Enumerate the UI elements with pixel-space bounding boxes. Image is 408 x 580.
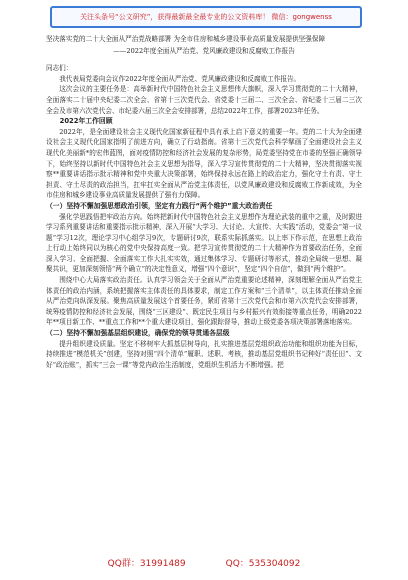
document-subtitle: ——2022年度全面从严治党、党风廉政建设和反腐败工作报告	[113, 46, 295, 55]
footer-contacts	[0, 556, 408, 572]
footer-qq: QQ：535304092	[225, 559, 301, 569]
section-heading-review: 2022年工作回顾	[59, 117, 113, 126]
paragraph-intro: 我代表局党委向会议作2022年度全面从严治党、党风廉政建设和反腐败工作报告。	[59, 74, 301, 83]
document-title: 坚决落实党的二十大全面从严治党战略部署 为全市住房和城乡建设事业高质量发展提供坚强保障	[46, 35, 326, 43]
paragraph-review: 2022年，是全面建设社会主义现代化国家新征程中具有承上启下意义的重要一年。党的二十大为全面建设社会主义现代化国家指明了前进方向，确立了行动指南。省第十三次党代会科学擘画了全面建设社会主义现代化美丽新*的宏伟蓝图，面对疫情防控和经济社会发展的复杂形势，局党委坚持党在市委的坚强正确领导下，始终坚持以新时代中国特色社会主义思想为指导，深入学习宣传贯彻党的二十大精神，坚决贯彻落实视察**重要讲话指示批示精神和党中央重大决策部署，始终保持永远在路上的政治定力，强化守土有责、守土担责、守土尽责的政治担当，扛牢扛实全面从严治党主体责任，以党风廉政建设和反腐败工作新成效，为全市住房和城乡建设事业高质量发展提供了强有力保障。	[46, 127, 362, 200]
promo-banner	[50, 6, 362, 28]
footer-qq-group: QQ群：31991489	[107, 559, 186, 569]
paragraph-tasks: 这次会议的主要任务是：高举新时代中国特色社会主义思想伟大旗帜，深入学习贯彻党的二十大精神，全面落实二十届中央纪委二次全会、省第十三次党代会、省党委十三届二、三次全会、省纪委十三届二三次全会及市第六次党代会、市纪委六届三次全会安排部署，总结2022年工作，部署2023年任务。	[46, 85, 362, 115]
section-heading-2: （二）坚持不懈加强基层组织建设，确保党的领导贯通各层级	[46, 329, 230, 338]
paragraph-political-direction: 强化学思践悟把牢政治方向。始终把新时代中国特色社会主义思想作为理论武装的重中之重，及时跟进学习系列重要讲话和重要指示批示精神，深入开展“大学习、大讨论、大宣传、大实践”活动，党委会“第一议题”学习12次，理论学习中心组学习9次，专题研讨9次，联系实际抓落实。以上率下作示范，在思想上政治上行动上始终同以为核心的党中央保持高度一致。把学习宣传贯彻党的二十大精神作为首要政治任务，全面深入学习、全面把握、全面落实工作大扎实实效，通过集体学习、专题研讨等形式，推动全局统一思想、凝聚共识，更加深刻领悟“两个确立”的决定性意义，增强“四个意识”，坚定“四个自信”，做到“两个维护”。	[46, 212, 362, 274]
document-body	[46, 34, 362, 370]
section-heading-1: （一）坚持不懈加强思想政治引领，坚定有力践行“两个维护”重大政治责任	[46, 201, 273, 210]
paragraph-organization: 提升组织建设质量。坚定不移树牢大抓基层树导向，扎实推进基层党组织政治功能和组织功能为目标，持续推进“模范机关”创建，坚持对照“四个清单”履职、述职、考核，推动基层党组织书记种好“责任田”、文好“政治账”，抓实“三会一课”等党内政治生活制度，党组织生机活力不断增强。把	[46, 339, 362, 369]
greeting: 同志们：	[46, 64, 73, 73]
paragraph-political-responsibility: 围绕中心大局落实政治责任。认真学习领会关于全面从严治党重要论述精神，深刻理解全面从严治党主体责任的政治内涵，系统把握落实主体责任的具体要求，制定工作方案和“三个清单”，以主体责任推动全面从严治党向纵深发展。聚焦高质量发展这个首要任务，紧盯省第十三次党代会和市第六次党代会安排部署，统筹疫情防控和经济社会发展，围绕“三区建设”、既定民生项目与乡村振兴有效衔接等重点任务，明确2022年**项目新工作、**重点工作和**个重大建设项目，强化跟踪督导，推动上级党委各项决策部署落地落实。	[46, 276, 362, 327]
promo-banner-text: 关注头条号“公文研究”，获得最新最全最专业的公文资料库！ 微信：gongwenss	[80, 13, 332, 21]
